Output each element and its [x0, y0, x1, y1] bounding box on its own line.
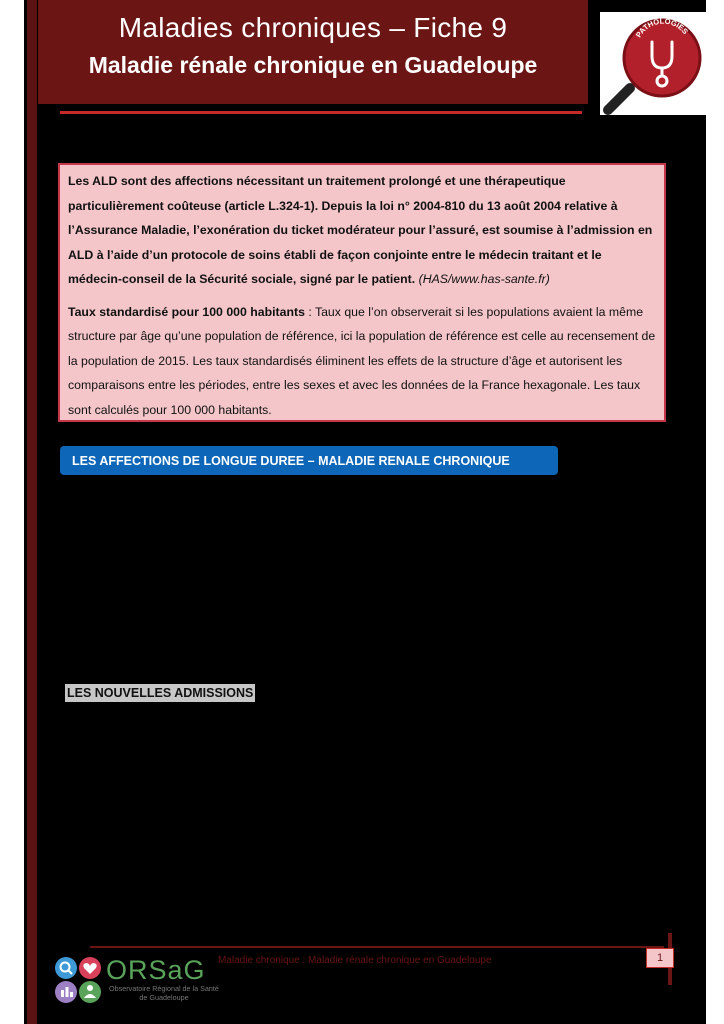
section-heading: LES AFFECTIONS DE LONGUE DUREE – MALADIE RENALE CHRONIQUE [60, 446, 558, 475]
page-right-margin [706, 0, 724, 1024]
taux-definition [68, 300, 656, 423]
taux-definition-text: : Taux que l’on observerait si les populations avaient la même structure par âge qu’une population de référence, ici la population de référence est celle au recensement de la population de 2015. Les taux standardisés éliminent les effets de la structure d’âge et autorisent les comparaisons entre les périodes, entre les sexes et avec les données de la France hexagonale. Les taux sont calculés pour 100 000 habitants. [68, 304, 656, 417]
ald-source: (HAS/www.has-sante.fr) [418, 272, 550, 286]
definitions-box [58, 163, 666, 422]
page-left-bar [27, 0, 37, 1024]
footer-rule [90, 946, 664, 948]
org-subtitle: Observatoire Régional de la Santé de Guadeloupe [109, 984, 219, 1002]
header-rule [60, 111, 582, 114]
footer-running-title: Maladie chronique : Maladie rénale chronique en Guadeloupe [218, 955, 492, 966]
subsection-heading: LES NOUVELLES ADMISSIONS [67, 686, 254, 700]
page-left-margin [0, 0, 24, 1024]
page-header [38, 0, 588, 104]
search-health-icon [55, 957, 77, 979]
page-number: 1 [646, 948, 674, 968]
logo-badge-text: PATHOLOGIES [633, 16, 691, 40]
ald-definition-text: Les ALD sont des affections nécessitant un traitement prolongé et une thérapeutique particulièrement coûteuse (article L.324-1). Depuis la loi n° 2004-810 du 13 août 2004 relative à l’Assurance Maladie, l’exonération du ticket modérateur pour l’assuré, est soumise à l’admission en ALD à l’aide d’un protocole de soins établi de façon conjointe entre le médecin traitant et le médecin-conseil de la Sécurité sociale, signé par le patient. [68, 174, 653, 286]
people-icon [79, 981, 101, 1003]
header-title: Maladies chroniques – Fiche 9 [118, 12, 508, 43]
ald-definition [68, 169, 656, 292]
org-name: ORSaG [106, 955, 206, 985]
taux-term: Taux standardisé pour 100 000 habitants [68, 304, 305, 319]
magnifier-stethoscope-icon [600, 12, 706, 115]
pathologies-logo [600, 12, 706, 115]
header-subtitle: Maladie rénale chronique en Guadeloupe [88, 52, 538, 78]
